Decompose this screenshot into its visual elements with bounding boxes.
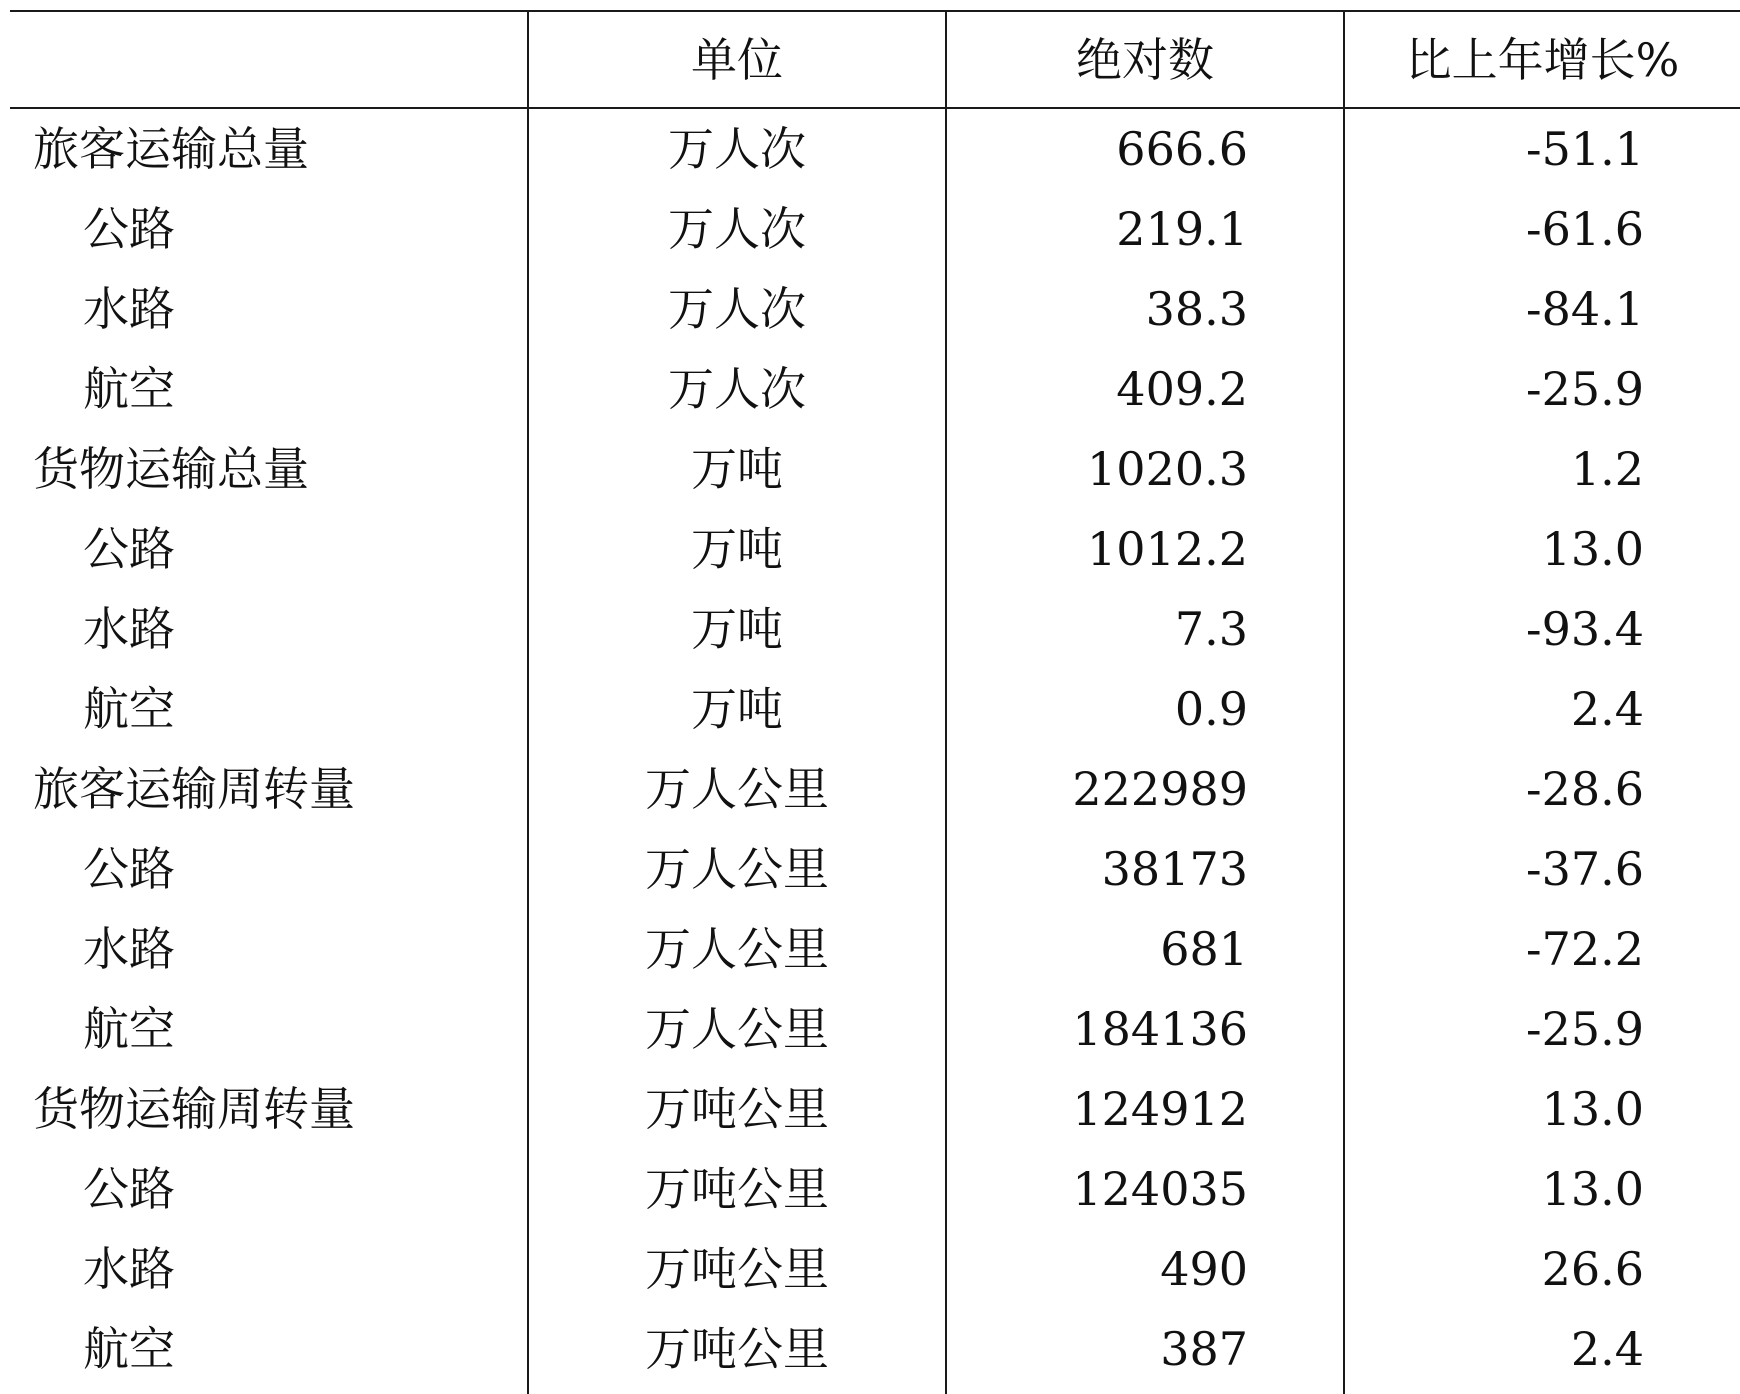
row-growth: 13.0	[1541, 522, 1644, 576]
row-growth: -51.1	[1526, 122, 1644, 176]
row-unit: 万人次	[668, 362, 806, 416]
table-row	[10, 1069, 1740, 1149]
table-row	[10, 269, 1740, 349]
row-unit: 万人次	[668, 282, 806, 336]
table-row	[10, 189, 1740, 269]
row-value: 7.3	[1174, 602, 1248, 656]
row-unit: 万吨公里	[645, 1082, 829, 1136]
row-growth: 2.4	[1570, 682, 1644, 736]
row-growth: 13.0	[1541, 1082, 1644, 1136]
row-value: 387	[1160, 1322, 1248, 1376]
row-label: 航空	[83, 1002, 175, 1056]
row-unit: 万吨	[691, 682, 783, 736]
header-cell-item	[10, 12, 527, 108]
table-row	[10, 109, 1740, 189]
row-value: 219.1	[1116, 202, 1248, 256]
header-cell-unit: 单位	[691, 33, 783, 87]
table-row	[10, 749, 1740, 829]
row-value: 666.6	[1116, 122, 1248, 176]
row-growth: -28.6	[1526, 762, 1644, 816]
row-label: 公路	[83, 842, 175, 896]
transport-statistics-table	[10, 10, 1740, 1394]
row-label: 公路	[83, 1162, 175, 1216]
header-cell-growth: 比上年增长%	[1405, 33, 1680, 87]
row-growth: -25.9	[1526, 1002, 1644, 1056]
row-value: 1020.3	[1087, 442, 1248, 496]
row-unit: 万人公里	[645, 762, 829, 816]
row-value: 222989	[1072, 762, 1248, 816]
row-unit: 万吨公里	[645, 1162, 829, 1216]
row-growth: 13.0	[1541, 1162, 1644, 1216]
row-growth: -93.4	[1526, 602, 1644, 656]
row-value: 681	[1160, 922, 1248, 976]
row-value: 38173	[1101, 842, 1248, 896]
row-growth: -61.6	[1526, 202, 1644, 256]
row-value: 1012.2	[1087, 522, 1248, 576]
row-growth: -37.6	[1526, 842, 1644, 896]
table-row	[10, 669, 1740, 749]
row-growth: -72.2	[1526, 922, 1644, 976]
table-row	[10, 829, 1740, 909]
row-unit: 万吨	[691, 522, 783, 576]
row-value: 409.2	[1116, 362, 1248, 416]
row-value: 0.9	[1174, 682, 1248, 736]
table-row	[10, 909, 1740, 989]
row-unit: 万人公里	[645, 922, 829, 976]
row-growth: -84.1	[1526, 282, 1644, 336]
row-label: 货物运输总量	[33, 442, 309, 496]
row-value: 124035	[1072, 1162, 1248, 1216]
table-row	[10, 1229, 1740, 1309]
table-row	[10, 349, 1740, 429]
table-row	[10, 429, 1740, 509]
row-label: 旅客运输总量	[33, 122, 309, 176]
row-unit: 万吨	[691, 442, 783, 496]
row-unit: 万人公里	[645, 842, 829, 896]
table-row	[10, 509, 1740, 589]
row-label: 水路	[83, 282, 175, 336]
row-label: 航空	[83, 362, 175, 416]
header-cell-value: 绝对数	[1076, 33, 1214, 87]
row-value: 124912	[1072, 1082, 1248, 1136]
row-label: 水路	[83, 922, 175, 976]
row-unit: 万吨公里	[645, 1242, 829, 1296]
row-label: 货物运输周转量	[33, 1082, 355, 1136]
row-growth: 26.6	[1541, 1242, 1644, 1296]
row-growth: -25.9	[1526, 362, 1644, 416]
row-value: 184136	[1072, 1002, 1248, 1056]
table-row	[10, 1149, 1740, 1229]
row-label: 旅客运输周转量	[33, 762, 355, 816]
row-unit: 万人次	[668, 122, 806, 176]
row-label: 航空	[83, 1322, 175, 1376]
row-label: 公路	[83, 202, 175, 256]
row-unit: 万人次	[668, 202, 806, 256]
row-value: 38.3	[1145, 282, 1248, 336]
row-unit: 万吨公里	[645, 1322, 829, 1376]
table-row	[10, 989, 1740, 1069]
row-unit: 万人公里	[645, 1002, 829, 1056]
row-growth: 2.4	[1570, 1322, 1644, 1376]
row-label: 公路	[83, 522, 175, 576]
table-row	[10, 589, 1740, 669]
row-value: 490	[1160, 1242, 1248, 1296]
row-unit: 万吨	[691, 602, 783, 656]
table-row	[10, 1309, 1740, 1389]
row-label: 航空	[83, 682, 175, 736]
row-growth: 1.2	[1570, 442, 1644, 496]
table-header-row	[10, 12, 1740, 92]
row-label: 水路	[83, 602, 175, 656]
row-label: 水路	[83, 1242, 175, 1296]
